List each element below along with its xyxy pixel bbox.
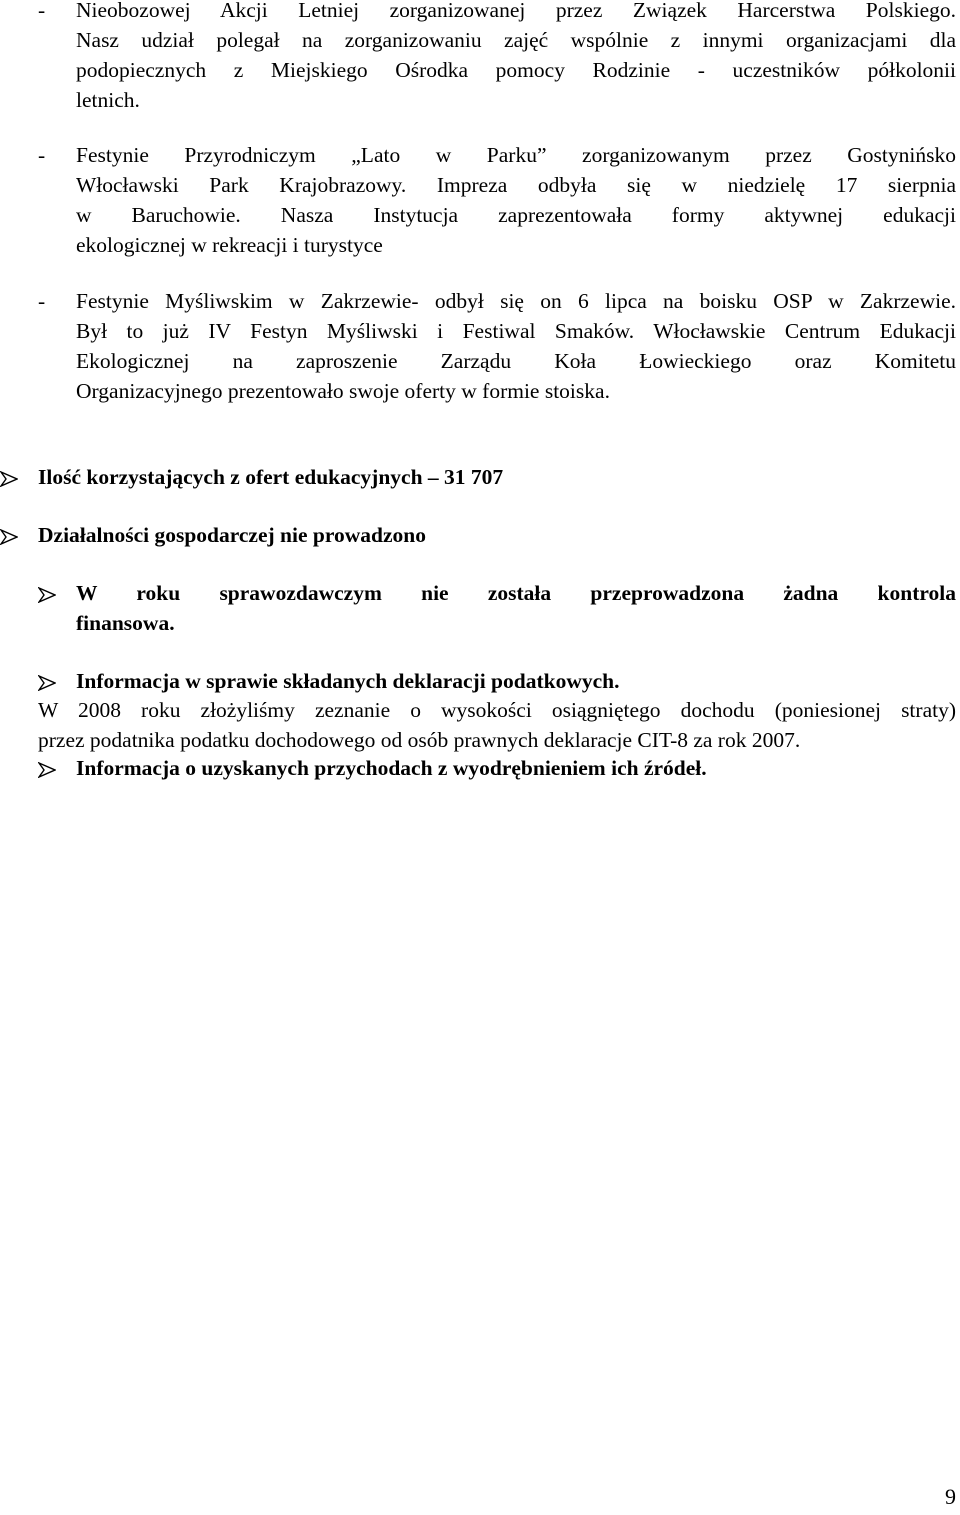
text-line: Był to już IV Festyn Myśliwski i Festiwal Smaków. Włocławskie Centrum Edukacji [76,319,956,343]
text-line: ekologicznej w rekreacji i turystyce [76,233,383,257]
bullet-kontrola-finansowa [38,578,956,638]
bullet-ilosc-korzystajacych [0,462,920,492]
list-item-text [76,286,956,406]
text-line: letnich. [76,88,140,112]
page-number: 9 [945,1484,956,1509]
dash-marker: - [38,143,46,167]
text-line: Działalności gospodarczej nie prowadzono [38,523,426,547]
list-item-akcja-letnia [38,0,956,115]
list-item-text [76,0,956,115]
dash-marker: - [38,0,46,22]
bullet-dzialalnosc-gospodarcza [0,520,920,550]
text-line: Informacja w sprawie składanych deklaracji podatkowych. [76,669,620,693]
text-line: Organizacyjnego prezentowało swoje oferty w formie stoiska. [76,379,610,403]
arrow-bullet-icon [38,762,56,778]
bullet-text [76,666,956,696]
bullet-text [38,462,920,492]
text-line: W 2008 roku złożyliśmy zeznanie o wysokości osiągniętego dochodu (poniesionej straty) [38,698,956,722]
arrow-bullet-icon [38,587,56,603]
bullet-deklaracje-podatkowe [38,666,956,696]
bullet-text [38,520,920,550]
arrow-bullet-icon [0,529,18,545]
text-line: W roku sprawozdawczym nie została przeprowadzona żadna kontrola [76,581,956,605]
text-line: Nieobozowej Akcji Letniej zorganizowanej przez Związek Harcerstwa Polskiego. [76,0,956,22]
text-line: w Baruchowie. Nasza Instytucja zaprezentowała formy aktywnej edukacji [76,203,956,227]
text-line: Informacja o uzyskanych przychodach z wyodrębnieniem ich źródeł. [76,756,707,780]
list-item-text [76,140,956,260]
text-line: Festynie Przyrodniczym „Lato w Parku” zorganizowanym przez Gostynińsko [76,143,956,167]
text-line: Nasz udział polegał na zorganizowaniu zajęć wspólnie z innymi organizacjami dla [76,28,956,52]
arrow-bullet-icon [38,675,56,691]
bullet-text [76,753,956,783]
text-line: podopiecznych z Miejskiego Ośrodka pomocy Rodzinie - uczestników półkolonii [76,58,956,82]
text-line: Włocławski Park Krajobrazowy. Impreza odbyła się w niedzielę 17 sierpnia [76,173,956,197]
text-line: Ilość korzystających z ofert edukacyjnych – 31 707 [38,465,504,489]
text-line: finansowa. [76,611,175,635]
arrow-bullet-icon [0,471,18,487]
dash-marker: - [38,289,46,313]
text-line: Festynie Myśliwskim w Zakrzewie- odbył się on 6 lipca na boisku OSP w Zakrzewie. [76,289,956,313]
bullet-text [76,578,956,638]
text-line: przez podatnika podatku dochodowego od osób prawnych deklaracje CIT-8 za rok 2007. [38,728,801,752]
paragraph-cit8 [38,695,956,755]
text-line: Ekologicznej na zaproszenie Zarządu Koła Łowieckiego oraz Komitetu [76,349,956,373]
bullet-przychody [38,753,956,783]
list-item-festyn-przyrodniczy [38,140,956,260]
list-item-festyn-mysliwski [38,286,956,406]
